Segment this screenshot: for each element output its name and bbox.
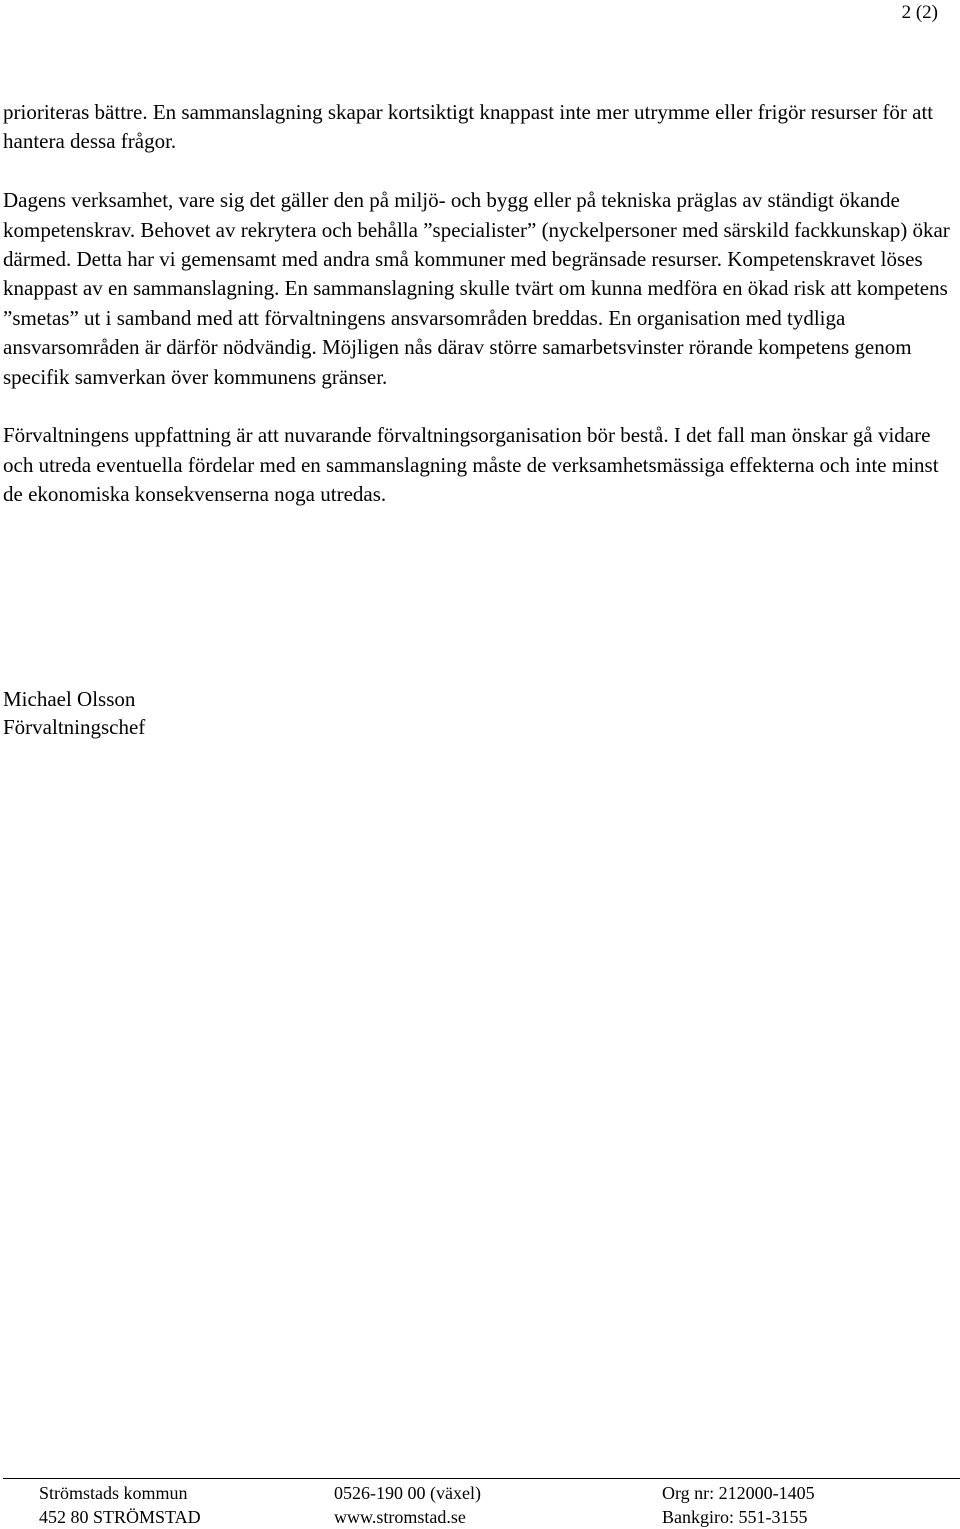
paragraph-1: prioriteras bättre. En sammanslagning skapar kortsiktigt knappast inte mer utrymme eller frigör resurser för att hantera dessa frågor. — [3, 100, 934, 154]
paragraph-3: Förvaltningens uppfattning är att nuvarande förvaltningsorganisation bör bestå. I det fall man önskar gå vidare och utreda eventuella fördelar med en sammanslagning måste de verksamhetsmässiga effekterna och inte minst de ekonomiska konsekvenserna noga utredas. — [3, 423, 939, 507]
footer-contact-column — [334, 1481, 481, 1529]
signature-block — [3, 685, 145, 741]
footer-website: www.stromstad.se — [334, 1507, 466, 1527]
footer-bankgiro: Bankgiro: 551-3155 — [662, 1507, 808, 1527]
footer-org-number: Org nr: 212000-1405 — [662, 1483, 815, 1503]
footer-divider — [3, 1478, 960, 1479]
footer-phone: 0526-190 00 (växel) — [334, 1483, 481, 1503]
signatory-name: Michael Olsson — [3, 687, 136, 711]
footer-postal-address: 452 80 STRÖMSTAD — [39, 1507, 201, 1527]
page-number: 2 (2) — [901, 2, 938, 23]
signatory-title: Förvaltningschef — [3, 715, 146, 739]
letter-body — [3, 98, 953, 510]
footer-registration-column — [662, 1481, 815, 1529]
footer-address-column — [39, 1481, 201, 1529]
footer-org-name: Strömstads kommun — [39, 1483, 188, 1503]
paragraph-2: Dagens verksamhet, vare sig det gäller den på miljö- och bygg eller på tekniska präglas av ständigt ökande kompetenskrav. Behovet av rekrytera och behålla ”specialister” (nyckelpersoner med särskild fackkunskap) ökar därmed. Detta har vi gemensamt med andra små kommuner med begränsade resurser. Kompetenskravet löses knappast av en sammanslagning. En sammanslagning skulle tvärt om kunna medföra en ökad risk att kompetens ”smetas” ut i samband med att förvaltningens ansvarsområden breddas. En organisation med tydliga ansvarsområden är därför nödvändig. Möjligen nås därav större samarbetsvinster rörande kompetens genom specifik samverkan över kommunens gränser. — [3, 188, 950, 389]
